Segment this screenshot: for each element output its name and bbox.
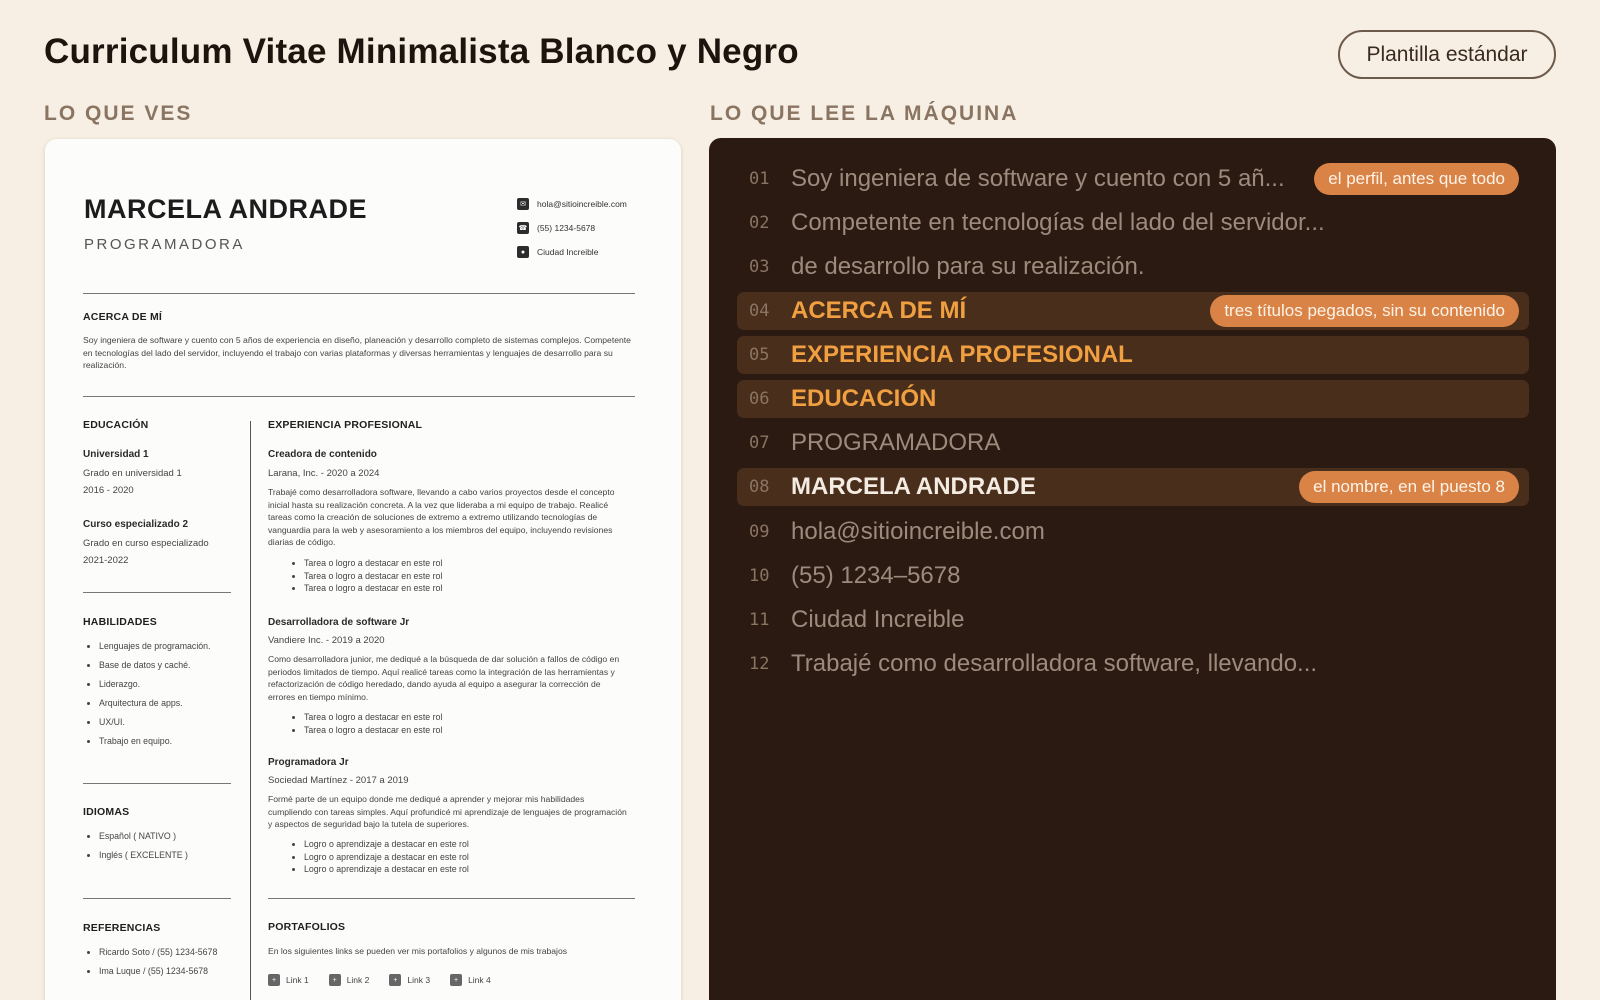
job-company-1: Larana, Inc. - 2020 a 2024 (268, 468, 380, 479)
cv-preview (45, 139, 681, 1000)
template-button[interactable]: Plantilla estándar (1338, 30, 1556, 79)
divider (83, 396, 635, 397)
line-text: Soy ingeniera de software y cuento con 5 añ... (791, 165, 1285, 192)
list-item: • Logro o aprendizaje a destacar en este rol (304, 863, 469, 876)
link-icon: + (329, 974, 341, 986)
link-icon: + (389, 974, 401, 986)
machine-line-08 (737, 468, 1529, 506)
cv-contact (517, 192, 627, 264)
machine-line-04 (737, 292, 1529, 330)
list-item: • Lenguajes de programación. (99, 637, 211, 656)
job-title-2: Desarrolladora de software Jr (268, 617, 410, 628)
line-number: 08 (749, 477, 770, 497)
line-text: Ciudad Increible (791, 606, 965, 633)
list-item: • Ricardo Soto / (55) 1234-5678 (99, 943, 217, 962)
cv-name: MARCELA ANDRADE (84, 194, 367, 224)
link-label: Link 2 (346, 975, 370, 985)
skills-list (83, 637, 211, 751)
references-list (83, 943, 217, 981)
job-text-1: Trabajé como desarrolladora software, llevando a cabo varios proyectos desde el concepto inicial hasta su realización concreta. A la vez que lideraba a mi equipo de trabajo. Realicé tareas como la creación de soluciones de extremo a extremo utilizando tecnologías de vanguardia para la web y asesoramiento a los miembros del equipo, incluyendo revisiones diarias de código. (268, 487, 615, 548)
line-number: 11 (749, 610, 770, 630)
link-label: Link 1 (286, 975, 309, 985)
line-number: 06 (749, 389, 770, 409)
experience-heading: EXPERIENCIA PROFESIONAL (268, 419, 423, 431)
machine-line-01 (737, 160, 1529, 198)
label-what-machine-reads: LO QUE LEE LA MÁQUINA (710, 102, 1019, 125)
cv-role: PROGRAMADORA (84, 236, 245, 253)
line-number: 01 (749, 169, 770, 189)
job-bullets-2 (288, 711, 442, 736)
education-item-2 (83, 535, 209, 569)
languages-list (83, 827, 188, 865)
machine-line-12 (737, 645, 1529, 683)
divider (83, 293, 635, 294)
machine-line-10 (737, 557, 1529, 595)
list-item: • Ima Luque / (55) 1234-5678 (99, 962, 217, 981)
line-text: EXPERIENCIA PROFESIONAL (791, 341, 1133, 368)
link-icon: + (450, 974, 462, 986)
job-text-3: Formé parte de un equipo donde me dediqué a aprender y mejorar mis habilidades cumpliendo con tareas simples. Aquí profundicé mi aprendizaje de lenguajes de programación y aspectos de seguridad bajo la tutela de superiores. (268, 794, 627, 830)
divider (83, 592, 231, 593)
list-item: • Tarea o logro a destacar en este rol (304, 711, 442, 724)
divider (83, 783, 231, 784)
divider (268, 898, 635, 899)
about-heading: ACERCA DE MÍ (83, 311, 163, 323)
list-item: • Tarea o logro a destacar en este rol (304, 570, 442, 583)
list-item: • Español ( NATIVO ) (99, 827, 188, 846)
list-item: • Tarea o logro a destacar en este rol (304, 557, 442, 570)
page-title: Curriculum Vitae Minimalista Blanco y Negro (44, 32, 799, 71)
references-heading: REFERENCIAS (83, 922, 161, 934)
contact-email-text: hola@sitioincreible.com (537, 199, 627, 209)
list-item: • Liderazgo. (99, 675, 211, 694)
line-text: hola@sitioincreible.com (791, 518, 1045, 545)
list-item: • Arquitectura de apps. (99, 694, 211, 713)
list-item: • Inglés ( EXCELENTE ) (99, 846, 188, 865)
contact-email (517, 192, 627, 216)
line-number: 04 (749, 301, 770, 321)
contact-city (517, 240, 627, 264)
line-number: 07 (749, 433, 770, 453)
portfolio-link-4[interactable] (450, 974, 491, 986)
machine-read-panel (709, 138, 1556, 1000)
languages-heading: IDIOMAS (83, 806, 130, 818)
annotation-tag: el nombre, en el puesto 8 (1299, 471, 1519, 503)
machine-line-11 (737, 601, 1529, 639)
machine-line-07 (737, 424, 1529, 462)
mail-icon: ✉ (517, 198, 529, 210)
portfolio-heading: PORTAFOLIOS (268, 921, 346, 933)
list-item: • Tarea o logro a destacar en este rol (304, 724, 442, 737)
divider (83, 898, 231, 899)
line-number: 10 (749, 566, 770, 586)
list-item: • Trabajo en equipo. (99, 732, 211, 751)
machine-line-06 (737, 380, 1529, 418)
education-line: 2016 - 2020 (83, 485, 134, 496)
line-number: 09 (749, 522, 770, 542)
skills-heading: HABILIDADES (83, 616, 157, 628)
line-number: 12 (749, 654, 770, 674)
line-text: MARCELA ANDRADE (791, 473, 1036, 500)
portfolio-text: En los siguientes links se pueden ver mis portafolios y algunos de mis trabajos (268, 946, 568, 956)
annotation-tag: el perfil, antes que todo (1314, 163, 1519, 195)
portfolio-links (268, 974, 491, 986)
line-text: PROGRAMADORA (791, 429, 1001, 456)
line-number: 05 (749, 345, 770, 365)
line-text: de desarrollo para su realización. (791, 253, 1145, 280)
line-number: 03 (749, 257, 770, 277)
job-text-2: Como desarrolladora junior, me dediqué a la búsqueda de dar solución a fallos de código en periodos limitados de tiempo. Aquí realicé tareas como la integración de las herramientas y refactorización de código heredado, dando ayuda al equipo a asegurar la corrección de errores en tiempo mínimo. (268, 654, 620, 702)
education-line: 2021-2022 (83, 555, 129, 566)
line-text: ACERCA DE MÍ (791, 297, 967, 324)
list-item: • Base de datos y caché. (99, 656, 211, 675)
job-title-1: Creadora de contenido (268, 449, 377, 460)
machine-line-05 (737, 336, 1529, 374)
job-title-3: Programadora Jr (268, 757, 349, 768)
contact-phone (517, 216, 627, 240)
machine-line-03 (737, 248, 1529, 286)
job-company-2: Vandiere Inc. - 2019 a 2020 (268, 635, 385, 646)
education-title-2: Curso especializado 2 (83, 519, 189, 530)
line-text: EDUCACIÓN (791, 385, 937, 412)
line-text: (55) 1234–5678 (791, 562, 961, 589)
portfolio-link-3[interactable] (389, 974, 430, 986)
annotation-tag: tres títulos pegados, sin su contenido (1210, 295, 1519, 327)
location-icon: ● (517, 246, 529, 258)
portfolio-link-2[interactable] (329, 974, 370, 986)
line-text: Trabajé como desarrolladora software, llevando... (791, 650, 1318, 677)
link-label: Link 3 (407, 975, 431, 985)
phone-icon: ☎ (517, 222, 529, 234)
education-heading: EDUCACIÓN (83, 419, 149, 431)
column-divider (250, 421, 251, 1000)
line-number: 02 (749, 213, 770, 233)
education-line: Grado en universidad 1 (83, 468, 182, 479)
link-label: Link 4 (468, 975, 491, 985)
line-text: Competente en tecnologías del lado del servidor... (791, 209, 1325, 236)
education-item-1 (83, 465, 182, 499)
portfolio-link-1[interactable] (268, 974, 309, 986)
about-text: Soy ingeniera de software y cuento con 5 años de experiencia en diseño, planeación y desarrollo completo de sistemas complejos. Competente en tecnologías del lado del servidor, incluyendo el trabajo con varias plataformas y diversas herramientas y lenguajes de desarrollo para su realización. (83, 335, 631, 371)
job-bullets-3 (288, 838, 469, 876)
education-title-1: Universidad 1 (83, 449, 149, 460)
label-what-you-see: LO QUE VES (44, 102, 193, 125)
education-line: Grado en curso especializado (83, 538, 209, 549)
job-company-3: Sociedad Martínez - 2017 a 2019 (268, 775, 409, 786)
machine-line-02 (737, 204, 1529, 242)
link-icon: + (268, 974, 280, 986)
list-item: • Logro o aprendizaje a destacar en este rol (304, 838, 469, 851)
list-item: • Tarea o logro a destacar en este rol (304, 582, 442, 595)
machine-line-09 (737, 513, 1529, 551)
contact-phone-text: (55) 1234-5678 (537, 223, 596, 233)
list-item: • Logro o aprendizaje a destacar en este rol (304, 851, 469, 864)
contact-city-text: Ciudad Increible (537, 247, 599, 257)
job-bullets-1 (288, 557, 442, 595)
list-item: • UX/UI. (99, 713, 211, 732)
